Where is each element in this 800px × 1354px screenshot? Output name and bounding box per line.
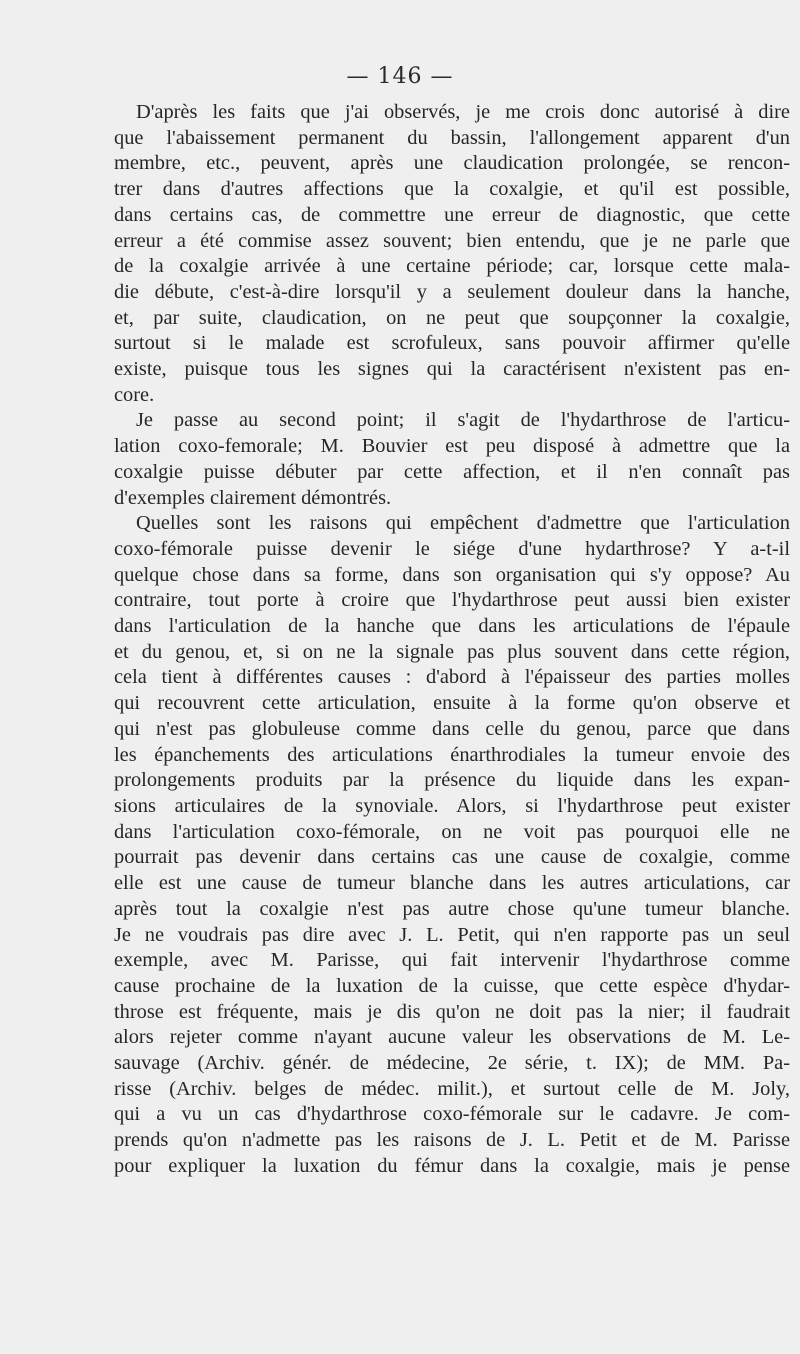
text-line: D'après les faits que j'ai observés, je me crois donc autorisé à dire: [136, 101, 790, 123]
text-line: sauvage (Archiv. génér. de médecine, 2e série, t. IX); de MM. Pa-: [114, 1052, 790, 1075]
page-number: — 146 —: [346, 64, 454, 89]
text-line: surtout si le malade est scrofuleux, sans pouvoir affirmer qu'elle: [114, 332, 790, 355]
text-line: alors rejeter comme n'ayant aucune valeur les observations de M. Le-: [114, 1026, 790, 1049]
text-line: lation coxo-femorale; M. Bouvier est peu disposé à admettre que la: [114, 435, 790, 458]
text-line: risse (Archiv. belges de médec. milit.), et surtout celle de M. Joly,: [114, 1077, 790, 1100]
text-line: membre, etc., peuvent, après une claudication prolongée, se rencon-: [114, 152, 790, 175]
text-line: dans l'articulation de la hanche que dans les articulations de l'épaule: [114, 615, 790, 638]
text-line: elle est une cause de tumeur blanche dans les autres articulations, car: [114, 872, 790, 895]
body-text: [114, 100, 790, 1180]
text-line: que l'abaissement permanent du bassin, l'allongement apparent d'un: [114, 126, 790, 149]
paragraph-2: [114, 408, 790, 511]
text-line: et, par suite, claudication, on ne peut que soupçonner la coxalgie,: [114, 306, 790, 329]
paragraph-3: [114, 511, 790, 1179]
text-line: sions articulaires de la synoviale. Alors, si l'hydarthrose peut exister: [114, 794, 790, 817]
text-line: pour expliquer la luxation du fémur dans la coxalgie, mais je pense: [114, 1154, 790, 1177]
text-line: après tout la coxalgie n'est pas autre chose qu'une tumeur blanche.: [114, 897, 790, 920]
paragraph-1: [114, 100, 790, 408]
text-line: prends qu'on n'admette pas les raisons de J. L. Petit et de M. Parisse: [114, 1129, 790, 1152]
text-line: dans l'articulation coxo-fémorale, on ne voit pas pourquoi elle ne: [114, 820, 790, 843]
text-line: erreur a été commise assez souvent; bien entendu, que je ne parle que: [114, 229, 790, 252]
text-line: existe, puisque tous les signes qui la caractérisent n'existent pas en-: [114, 358, 790, 381]
text-line: Je ne voudrais pas dire avec J. L. Petit, qui n'en rapporte pas un seul: [114, 923, 790, 946]
text-line: coxo-fémorale puisse devenir le siége d'une hydarthrose? Y a-t-il: [114, 537, 790, 560]
text-line: pourrait pas devenir dans certains cas une cause de coxalgie, comme: [114, 846, 790, 869]
text-line: de la coxalgie arrivée à une certaine période; car, lorsque cette mala-: [114, 255, 790, 278]
text-line: d'exemples clairement démontrés.: [114, 486, 392, 509]
text-line: les épanchements des articulations énarthrodiales la tumeur envoie des: [114, 743, 790, 766]
text-line: qui recouvrent cette articulation, ensuite à la forme qu'on observe et: [114, 692, 790, 715]
text-line: Je passe au second point; il s'agit de l'hydarthrose de l'articu-: [136, 409, 790, 432]
text-line: core.: [114, 383, 155, 406]
text-line: quelque chose dans sa forme, dans son organisation qui s'y oppose? Au: [114, 563, 790, 586]
text-line: prolongements produits par la présence du liquide dans les expan-: [114, 769, 790, 792]
text-line: cause prochaine de la luxation de la cuisse, que cette espèce d'hydar-: [114, 974, 790, 997]
text-line: dans certains cas, de commettre une erreur de diagnostic, que cette: [114, 203, 790, 226]
text-line: exemple, avec M. Parisse, qui fait intervenir l'hydarthrose comme: [114, 949, 790, 972]
text-line: qui n'est pas globuleuse comme dans celle du genou, parce que dans: [114, 717, 790, 740]
text-line: trer dans d'autres affections que la coxalgie, et qu'il est possible,: [114, 178, 790, 201]
text-line: contraire, tout porte à croire que l'hydarthrose peut aussi bien exister: [114, 589, 790, 612]
text-line: Quelles sont les raisons qui empêchent d'admettre que l'articulation: [136, 512, 790, 535]
text-line: qui a vu un cas d'hydarthrose coxo-fémorale sur le cadavre. Je com-: [114, 1103, 790, 1126]
text-line: et du genou, et, si on ne la signale pas plus souvent dans cette région,: [114, 640, 790, 663]
text-line: coxalgie puisse débuter par cette affection, et il n'en connaît pas: [114, 460, 790, 483]
text-line: throse est fréquente, mais je dis qu'on ne doit pas la nier; il faudrait: [114, 1000, 790, 1023]
text-line: cela tient à différentes causes : d'abord à l'épaisseur des parties molles: [114, 666, 790, 689]
text-line: die débute, c'est-à-dire lorsqu'il y a seulement douleur dans la hanche,: [114, 280, 790, 303]
